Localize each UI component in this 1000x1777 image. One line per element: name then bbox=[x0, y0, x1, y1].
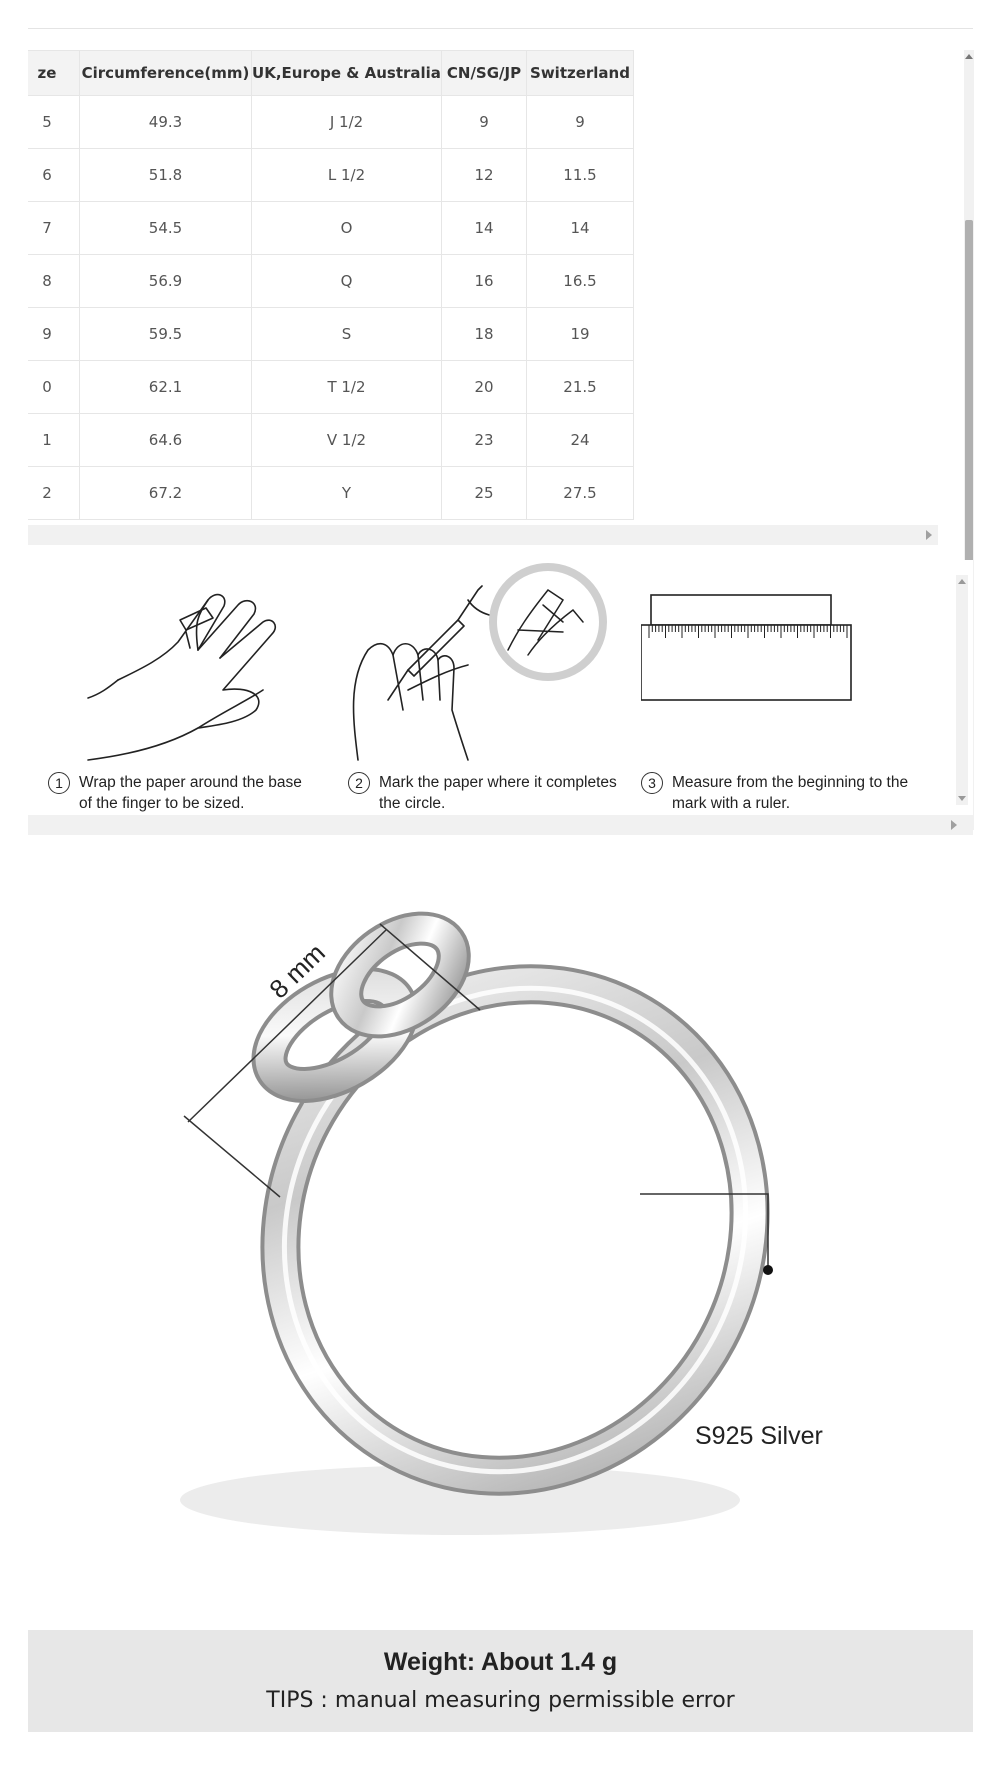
col-header-switzerland: Switzerland bbox=[527, 51, 634, 96]
cell-switzerland: 16.5 bbox=[527, 255, 634, 308]
cell-uk: T 1/2 bbox=[252, 361, 442, 414]
measure-step-3 bbox=[641, 560, 921, 815]
cell-uk: O bbox=[252, 202, 442, 255]
table-row bbox=[28, 467, 634, 520]
cell-uk: V 1/2 bbox=[252, 414, 442, 467]
tips-text: TIPS : manual measuring permissible error bbox=[266, 1688, 735, 1713]
cell-cn: 18 bbox=[442, 308, 527, 361]
cell-switzerland: 19 bbox=[527, 308, 634, 361]
cell-cn: 12 bbox=[442, 149, 527, 202]
ruler-illustration-icon bbox=[641, 560, 921, 770]
cell-size: 6 bbox=[28, 149, 80, 202]
table-horizontal-scrollbar[interactable] bbox=[28, 525, 938, 545]
table-row bbox=[28, 149, 634, 202]
cell-circumference: 62.1 bbox=[80, 361, 252, 414]
cell-switzerland: 14 bbox=[527, 202, 634, 255]
scroll-right-arrow-icon[interactable] bbox=[926, 530, 932, 540]
cell-cn: 20 bbox=[442, 361, 527, 414]
col-header-circumference: Circumference(mm) bbox=[80, 51, 252, 96]
cell-circumference: 54.5 bbox=[80, 202, 252, 255]
cell-circumference: 59.5 bbox=[80, 308, 252, 361]
cell-size: 0 bbox=[28, 361, 80, 414]
step-number-badge: 2 bbox=[348, 772, 370, 794]
table-row bbox=[28, 414, 634, 467]
cell-uk: S bbox=[252, 308, 442, 361]
step-number-badge: 3 bbox=[641, 772, 663, 794]
size-chart-viewport bbox=[28, 50, 938, 525]
cell-circumference: 67.2 bbox=[80, 467, 252, 520]
table-row bbox=[28, 96, 634, 149]
cell-circumference: 64.6 bbox=[80, 414, 252, 467]
cell-size: 8 bbox=[28, 255, 80, 308]
cell-circumference: 51.8 bbox=[80, 149, 252, 202]
cell-circumference: 49.3 bbox=[80, 96, 252, 149]
step-number-badge: 1 bbox=[48, 772, 70, 794]
cell-switzerland: 11.5 bbox=[527, 149, 634, 202]
cell-circumference: 56.9 bbox=[80, 255, 252, 308]
measure-step-2 bbox=[348, 560, 628, 815]
col-header-size: ze bbox=[28, 51, 80, 96]
cell-size: 9 bbox=[28, 308, 80, 361]
measure-step-1 bbox=[48, 560, 328, 815]
guide-horizontal-scrollbar[interactable] bbox=[28, 815, 973, 835]
cell-size: 2 bbox=[28, 467, 80, 520]
table-row bbox=[28, 361, 634, 414]
step-text: Measure from the beginning to the mark with a ruler. bbox=[672, 774, 909, 812]
table-row bbox=[28, 255, 634, 308]
table-row bbox=[28, 308, 634, 361]
measuring-guide bbox=[28, 560, 973, 815]
cell-uk: Q bbox=[252, 255, 442, 308]
guide-vertical-scrollbar[interactable] bbox=[956, 575, 968, 805]
guide-scroll-right-arrow-icon[interactable] bbox=[951, 820, 957, 830]
table-row bbox=[28, 202, 634, 255]
cell-switzerland: 27.5 bbox=[527, 467, 634, 520]
size-chart-frame bbox=[28, 50, 973, 550]
cell-switzerland: 9 bbox=[527, 96, 634, 149]
cell-cn: 16 bbox=[442, 255, 527, 308]
mark-paper-illustration-icon bbox=[348, 560, 628, 770]
cell-size: 5 bbox=[28, 96, 80, 149]
knot-ring-image bbox=[0, 860, 1000, 1600]
cell-uk: L 1/2 bbox=[252, 149, 442, 202]
step-text: Mark the paper where it completes the circle. bbox=[379, 774, 617, 812]
product-info-bar bbox=[28, 1630, 973, 1732]
cell-cn: 14 bbox=[442, 202, 527, 255]
guide-scroll-down-arrow-icon[interactable] bbox=[958, 796, 966, 801]
ring-material-label: S925 Silver bbox=[695, 1422, 823, 1450]
col-header-cn-sg-jp: CN/SG/JP bbox=[442, 51, 527, 96]
cell-uk: Y bbox=[252, 467, 442, 520]
scroll-up-arrow-icon[interactable] bbox=[965, 54, 973, 59]
weight-text: Weight: About 1.4 g bbox=[383, 1648, 618, 1676]
size-chart-table bbox=[28, 50, 634, 520]
cell-cn: 9 bbox=[442, 96, 527, 149]
cell-size: 7 bbox=[28, 202, 80, 255]
cell-switzerland: 24 bbox=[527, 414, 634, 467]
cell-size: 1 bbox=[28, 414, 80, 467]
guide-scroll-up-arrow-icon[interactable] bbox=[958, 579, 966, 584]
cell-uk: J 1/2 bbox=[252, 96, 442, 149]
top-divider bbox=[28, 28, 973, 29]
hand-wrap-illustration-icon bbox=[48, 560, 328, 770]
cell-switzerland: 21.5 bbox=[527, 361, 634, 414]
col-header-uk-europe-australia: UK,Europe & Australia bbox=[252, 51, 442, 96]
cell-cn: 23 bbox=[442, 414, 527, 467]
ring-width-dimension-label: 8 mm bbox=[263, 937, 331, 1005]
step-text: Wrap the paper around the base of the finger to be sized. bbox=[79, 774, 302, 812]
size-chart-header-row bbox=[28, 51, 634, 96]
cell-cn: 25 bbox=[442, 467, 527, 520]
